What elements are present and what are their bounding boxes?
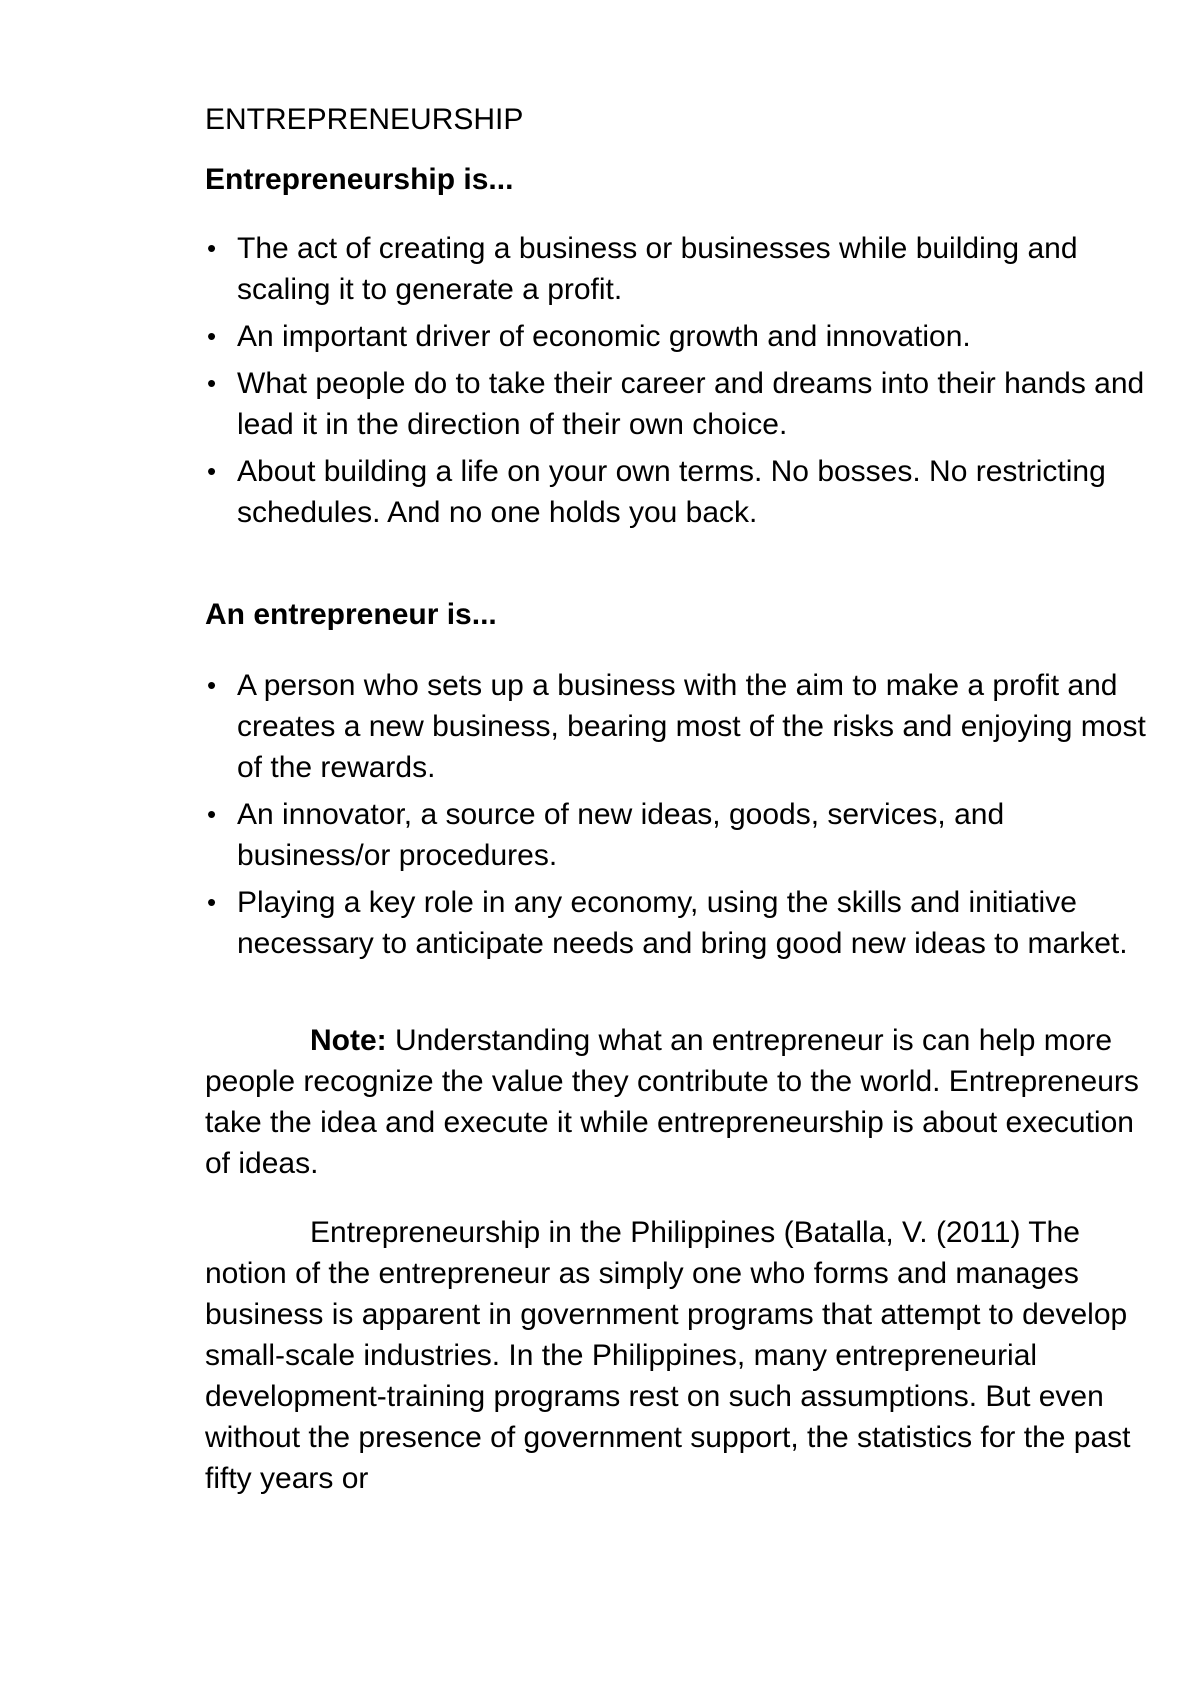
bullet-icon: • xyxy=(207,799,217,829)
list-item xyxy=(205,882,1165,964)
list-item-text: An innovator, a source of new ideas, goods, services, and business/or procedures. xyxy=(237,798,1005,872)
bullet-icon: • xyxy=(207,670,217,700)
list-item xyxy=(205,665,1165,788)
list-item xyxy=(205,794,1165,876)
list-item xyxy=(205,363,1165,445)
document-content xyxy=(205,100,1165,1499)
list-item xyxy=(205,228,1165,310)
list-item-text: What people do to take their career and dreams into their hands and lead it in the direction of their own choice. xyxy=(237,367,1145,441)
entrepreneurship-bullet-list xyxy=(205,228,1165,533)
batalla-paragraph xyxy=(205,1212,1165,1499)
document-title: ENTREPRENEURSHIP xyxy=(205,103,524,136)
note-label: Note: xyxy=(310,1024,387,1057)
list-item xyxy=(205,316,1165,357)
section-entrepreneur xyxy=(205,595,1165,964)
bullet-icon: • xyxy=(207,456,217,486)
list-item-text: About building a life on your own terms. No bosses. No restricting schedules. And no one holds you back. xyxy=(237,455,1106,529)
batalla-text: Entrepreneurship in the Philippines (Batalla, V. (2011) The notion of the entrepreneur as simply one who forms and manages business is apparent in government programs that attempt to develop small-scale industries. In the Philippines, many entrepreneurial development-training programs rest on such assumptions. But even without the presence of government support, the statistics for the past fifty years or xyxy=(205,1216,1131,1495)
bullet-icon: • xyxy=(207,233,217,263)
section-heading-entrepreneur: An entrepreneur is... xyxy=(205,598,497,631)
list-item-text: The act of creating a business or businesses while building and scaling it to generate a profit. xyxy=(237,232,1078,306)
note-text: Understanding what an entrepreneur is can help more people recognize the value they contribute to the world. Entrepreneurs take the idea and execute it while entrepreneurship is about execution of ideas. xyxy=(205,1024,1139,1180)
list-item-text: An important driver of economic growth and innovation. xyxy=(237,320,971,353)
list-item-text: A person who sets up a business with the aim to make a profit and creates a new business, bearing most of the risks and enjoying most of the rewards. xyxy=(237,669,1146,784)
bullet-icon: • xyxy=(207,368,217,398)
note-paragraph xyxy=(205,1020,1165,1184)
section-heading-entrepreneurship: Entrepreneurship is... xyxy=(205,163,514,196)
entrepreneur-bullet-list xyxy=(205,665,1165,964)
list-item xyxy=(205,451,1165,533)
bullet-icon: • xyxy=(207,321,217,351)
list-item-text: Playing a key role in any economy, using the skills and initiative necessary to anticipate needs and bring good new ideas to market. xyxy=(237,886,1128,960)
bullet-icon: • xyxy=(207,887,217,917)
section-entrepreneurship xyxy=(205,160,1165,533)
